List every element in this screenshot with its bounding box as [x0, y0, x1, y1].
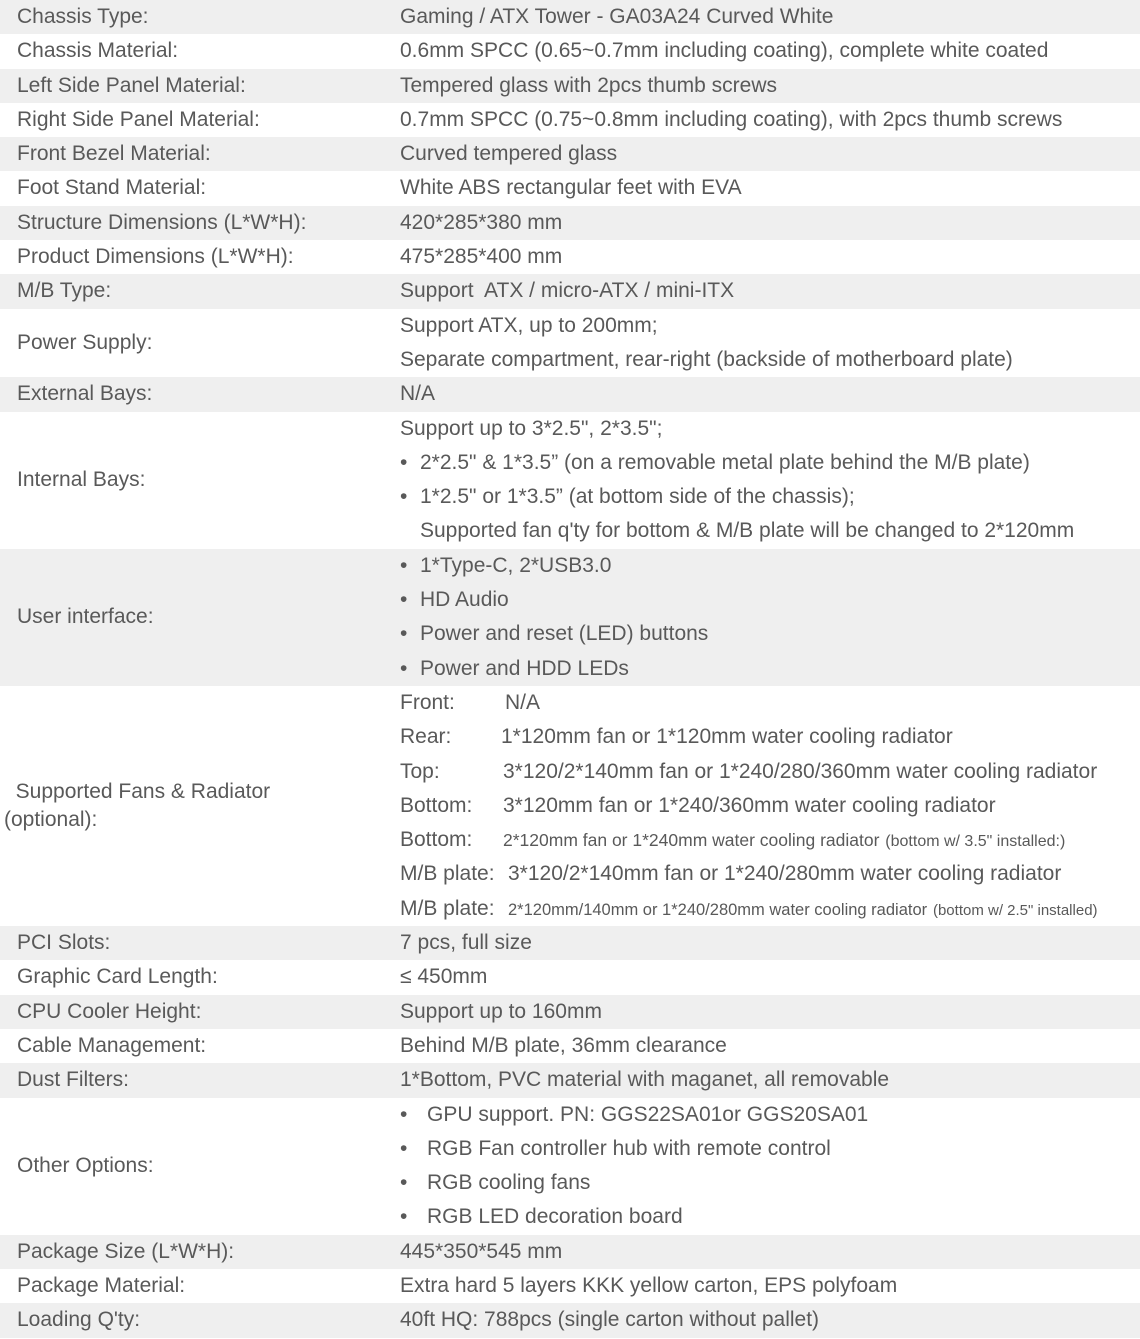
row-value: ≤ 450mm [400, 965, 488, 989]
list-item: • 1*2.5" or 1*3.5” (at bottom side of the chassis); [400, 480, 1140, 514]
row-value: N/A [400, 382, 436, 406]
row-value: Curved tempered glass [400, 142, 618, 166]
row-cpu-cooler-height [0, 995, 1140, 1029]
bullet-icon: • [400, 588, 408, 612]
bullet-icon: • [400, 485, 408, 509]
row-left-panel [0, 69, 1140, 103]
bullet-icon: • [400, 450, 408, 474]
row-right-panel [0, 103, 1140, 137]
row-pci-slots [0, 926, 1140, 960]
row-dust-filters [0, 1063, 1140, 1097]
row-cable-management [0, 1029, 1140, 1063]
fan-entry: M/B plate: 2*120mm/140mm or 1*240/280mm water cooling radiator (bottom w/ 2.5" installed) [400, 896, 1098, 920]
row-label: Other Options: [17, 1153, 154, 1177]
row-label: M/B Type: [17, 279, 112, 303]
row-label: Supported Fans & Radiator (optional): [4, 779, 271, 831]
fan-entry: M/B plate: 3*120/2*140mm fan or 1*240/280mm water cooling radiator [400, 862, 1062, 886]
row-loading-qty [0, 1303, 1140, 1337]
row-value: Gaming / ATX Tower - GA03A24 Curved White [400, 5, 834, 28]
row-value: 0.7mm SPCC (0.75~0.8mm including coating), with 2pcs thumb screws [400, 107, 1063, 131]
list-item: • RGB cooling fans [400, 1166, 1140, 1200]
row-foot-stand [0, 171, 1140, 205]
row-label: External Bays: [17, 382, 153, 406]
row-value: 1*Bottom, PVC material with maganet, all removable [400, 1068, 890, 1092]
row-value: 0.6mm SPCC (0.65~0.7mm including coating), complete white coated [400, 39, 1049, 63]
row-value [400, 686, 1140, 926]
list-item: • GPU support. PN: GGS22SA01or GGS20SA01 [400, 1098, 1140, 1132]
row-supported-fans [0, 686, 1140, 926]
row-label: Chassis Type: [17, 5, 149, 28]
row-value: 7 pcs, full size [400, 931, 532, 955]
row-user-interface [0, 549, 1140, 686]
bullet-icon: • [400, 553, 408, 577]
row-label: Left Side Panel Material: [17, 73, 246, 97]
row-structure-dimensions [0, 206, 1140, 240]
row-label: Package Material: [17, 1273, 186, 1297]
row-label: Foot Stand Material: [17, 176, 207, 200]
row-other-options [0, 1098, 1140, 1235]
row-product-dimensions [0, 240, 1140, 274]
row-value [400, 1098, 1140, 1235]
fan-entry: Bottom: 3*120mm fan or 1*240/360mm water cooling radiator [400, 793, 996, 817]
row-value: 420*285*380 mm [400, 210, 563, 234]
row-label: Internal Bays: [17, 468, 146, 491]
row-value [400, 549, 1140, 686]
row-label: Front Bezel Material: [17, 142, 211, 166]
list-item: • Power and HDD LEDs [400, 652, 1140, 686]
row-value: Tempered glass with 2pcs thumb screws [400, 73, 777, 97]
row-label: PCI Slots: [17, 931, 111, 955]
list-item: • HD Audio [400, 583, 1140, 617]
row-value: 475*285*400 mm [400, 245, 563, 269]
row-chassis-type [0, 0, 1140, 34]
list-item: • Power and reset (LED) buttons [400, 617, 1140, 651]
row-label: Loading Q'ty: [17, 1308, 141, 1332]
row-value: Behind M/B plate, 36mm clearance [400, 1033, 727, 1057]
row-label: Product Dimensions (L*W*H): [17, 245, 294, 269]
row-value: White ABS rectangular feet with EVA [400, 176, 742, 200]
row-power-supply [0, 309, 1140, 378]
bullet-icon: • [400, 1205, 408, 1229]
row-value: Support ATX, up to 200mm; Separate compartment, rear-right (backside of motherboard plate) [400, 313, 1013, 371]
row-label: User interface: [17, 605, 154, 629]
fan-entry: Rear: 1*120mm fan or 1*120mm water cooling radiator [400, 725, 953, 749]
row-label: Dust Filters: [17, 1068, 130, 1092]
row-chassis-material [0, 34, 1140, 68]
row-package-size [0, 1235, 1140, 1269]
row-value: Support ATX / micro-ATX / mini-ITX [400, 279, 735, 303]
row-value: Extra hard 5 layers KKK yellow carton, EPS polyfoam [400, 1273, 898, 1297]
bullet-icon: • [400, 1171, 408, 1195]
bullet-icon: • [400, 1102, 408, 1126]
row-package-material [0, 1269, 1140, 1303]
list-item: • RGB Fan controller hub with remote control [400, 1132, 1140, 1166]
row-label: CPU Cooler Height: [17, 999, 202, 1023]
row-external-bays [0, 377, 1140, 411]
row-label: Chassis Material: [17, 39, 179, 63]
list-item: • 1*Type-C, 2*USB3.0 [400, 549, 1140, 583]
list-item: • 2*2.5" & 1*3.5” (on a removable metal plate behind the M/B plate) [400, 446, 1140, 480]
bullet-icon: • [400, 1136, 408, 1160]
row-label: Right Side Panel Material: [17, 107, 260, 131]
fan-entry: Bottom: 2*120mm fan or 1*240mm water cooling radiator (bottom w/ 3.5" installed:) [400, 828, 1066, 852]
row-internal-bays [0, 412, 1140, 549]
row-label: Structure Dimensions (L*W*H): [17, 210, 307, 234]
row-label: Package Size (L*W*H): [17, 1239, 235, 1263]
row-label: Cable Management: [17, 1033, 207, 1057]
row-value: Support up to 3*2.5", 2*3.5"; • 2*2.5" & 1*3.5” (on a removable metal plate behind the M/B plate) • 1*2.5" or 1*3.5” (at bottom side of the chassis); Supported fan q'ty for bottom & M/B plate will be changed to 2*120mm [400, 412, 1140, 549]
row-front-bezel [0, 137, 1140, 171]
row-mb-type [0, 274, 1140, 308]
row-value: 445*350*545 mm [400, 1239, 563, 1263]
fan-entry: Front: N/A [400, 690, 541, 714]
row-value: 40ft HQ: 788pcs (single carton without pallet) [400, 1308, 820, 1332]
fan-entry: Top: 3*120/2*140mm fan or 1*240/280/360mm water cooling radiator [400, 759, 1098, 783]
bullet-icon: • [400, 656, 408, 680]
bullet-icon: • [400, 622, 408, 646]
row-label: Graphic Card Length: [17, 965, 218, 989]
row-value: Support up to 160mm [400, 999, 602, 1023]
row-graphic-card-length [0, 960, 1140, 994]
list-item: • RGB LED decoration board [400, 1200, 1140, 1234]
row-label: Power Supply: [17, 330, 153, 354]
